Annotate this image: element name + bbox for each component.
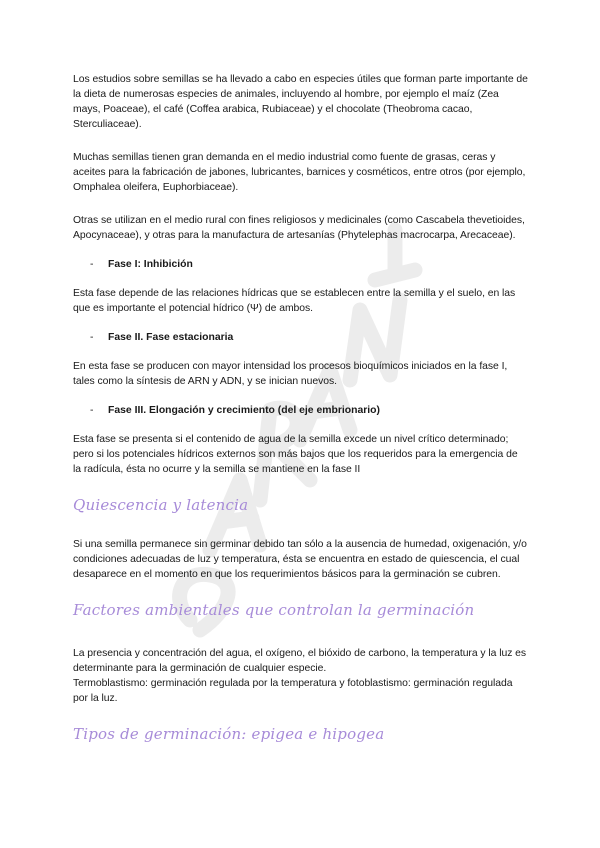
paragraph-industrial-use: Muchas semillas tienen gran demanda en el medio industrial como fuente de grasas, ceras y aceites para la fabricación de jabones, lubricantes, barnices y cosméticos, entre otros (por ejemplo, Omphalea oleifera, Euphorbiaceae). — [73, 152, 526, 193]
paragraph-seed-studies: Los estudios sobre semillas se ha llevado a cabo en especies útiles que forman parte importante de la dieta de numerosas especies de animales, incluyendo al hombre, por ejemplo el maíz (Zea mays, Poaceae), el café (Coffea arabica, Rubiaceae) y el chocolate (Theobroma cacao, Sterculiaceae). — [73, 74, 528, 130]
phase-heading-1 — [73, 257, 528, 272]
phase-title-3: Fase III. Elongación y crecimiento (del eje embrionario) — [108, 405, 380, 416]
phase-heading-2 — [73, 330, 528, 345]
bullet-dash: - — [90, 405, 94, 416]
paragraph-factors: La presencia y concentración del agua, el oxígeno, el bióxido de carbono, la temperatura y la luz es determinante para la germinación de cualquier especie. — [73, 648, 527, 674]
heading-environmental-factors: Factores ambientales que controlan la germinación — [73, 601, 475, 619]
document-content — [73, 72, 528, 744]
heading-germination-types: Tipos de germinación: epigea e hipogea — [73, 725, 385, 743]
paragraph-quiescence: Si una semilla permanece sin germinar debido tan sólo a la ausencia de humedad, oxigenación, y/o condiciones adecuadas de luz y temperatura, ésta se encuentra en estado de quiescencia, el cual desaparece en el momento en que los requerimientos básicos para la germinación se cubren. — [73, 539, 527, 580]
paragraph-rural-use: Otras se utilizan en el medio rural con fines religiosos y medicinales (como Cascabela thevetioides, Apocynaceae), y otras para la manufactura de artesanías (Phytelephas macrocarpa, Arecaceae). — [73, 215, 525, 241]
paragraph-phase-1: Esta fase depende de las relaciones hídricas que se establecen entre la semilla y el suelo, en las que es importante el potencial hídrico (Ψ) de ambos. — [73, 288, 516, 314]
bullet-dash: - — [90, 332, 94, 343]
paragraph-phase-2: En esta fase se producen con mayor intensidad los procesos bioquímicos iniciados en la fase I, tales como la síntesis de ARN y ADN, y se inician nuevos. — [73, 361, 508, 387]
heading-quiescence: Quiescencia y latencia — [73, 496, 249, 514]
phase-title-2: Fase II. Fase estacionaria — [108, 332, 234, 343]
paragraph-blastism: Termoblastismo: germinación regulada por la temperatura y fotoblastismo: germinación regulada por la luz. — [73, 678, 513, 704]
paragraph-phase-3: Esta fase se presenta si el contenido de agua de la semilla excede un nivel crítico determinado; pero si los potenciales hídricos externos son más bajos que los requeridos para la emergencia de la radícula, ésta no ocurre y la semilla se mantiene en la fase II — [73, 434, 518, 475]
phase-heading-3 — [73, 403, 528, 418]
phase-title-1: Fase I: Inhibición — [108, 259, 193, 270]
bullet-dash: - — [90, 259, 94, 270]
